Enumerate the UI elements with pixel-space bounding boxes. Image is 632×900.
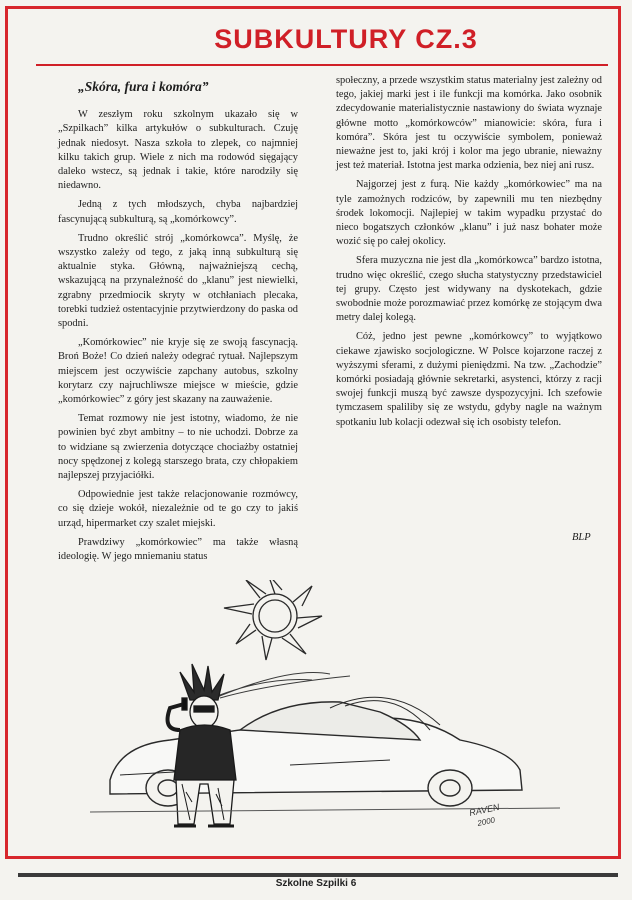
title-divider (36, 64, 608, 66)
paragraph: Cóż, jedno jest pewne „komórkowcy” to wyjątkowo ciekawe zjawisko socjologiczne. W Polsce kojarzone raczej z wyższymi sferami, z dużymi pieniędzmi. Na tzw. „Zachodzie” komórki posiadają głównie sekretarki, asystenci, którzy z racji swojej funkcji muszą być zawsze dyspozycyjni. Ich szefowie tymczasem spaliliby się ze wstydu, gdyby nagle na ważnym spotkaniu lub kolacji odezwał się ich osobisty telefon. (336, 331, 602, 428)
paragraph: Sfera muzyczna nie jest dla „komórkowca” bardzo istotna, trudno więc określić, czego słucha statystyczny przedstawiciel tej grupy. Często jest widywany na dyskotekach, gdzie swobodnie może porozmawiać przez komórkę ze stojącym dwa metry dalej kolegą. (336, 255, 602, 324)
paragraph: Odpowiednie jest także relacjonowanie rozmówcy, co się dzieje wokół, niezależnie od te go czy to jakiś urząd, hipermarket czy szalet miejski. (58, 489, 298, 529)
paragraph: Jedną z tych młodszych, chyba najbardziej fascynującą subkulturą, są „komórkowcy”. (58, 199, 298, 225)
article-column-right (336, 74, 602, 435)
paragraph: Prawdziwy „komórkowiec” ma także własną ideologię. W jego mniemaniu status (58, 536, 298, 563)
article-column-left (58, 74, 298, 569)
sun-icon (224, 580, 322, 660)
paragraph: społeczny, a przede wszystkim status materialny jest zależny od tego, jakiej marki jest i ile funkcji ma komórka. Jako osobnik zdecydowanie materialistycznie nastawiony do świata wyznaje główne motto „komórkowców” mianowicie: skóra, fura i komóra”. Skóra jest tu oczywiście symbolem, ponieważ nieważne jest to, jaki krój i kolor ma jego ubranie, nieważny jest też materiał. Istotna jest marka odzienia, bez niej ani rusz. (336, 75, 602, 172)
paragraph: Trudno określić strój „komórkowca”. Myślę, że wszystko zależy od tego, z jaką inną subkulturą się aktualnie styka. Główną, najważniejszą cechą, wskazującą na przynależność do „klanu” jest niewielki, zgrabny przedmiocik skryty w otchłaniach plecaka, torebki tudzież ostentacyjnie przytwierdzony do paska od spodni. (58, 232, 298, 330)
paragraph: W zeszłym roku szkolnym ukazało się w „Szpilkach” kilka artykułów o subkulturach. Czuję jednak niedosyt. Nasza szkoła to zlepek, co najmniej kilku takich grup. Wiele z nich ma rodowód sięgający daleko wstecz, są jednak i takie, które narodziły się niedawno. (58, 109, 298, 192)
article-subtitle: „Skóra, fura i komóra” (78, 79, 209, 94)
page-title: SUBKULTURY CZ.3 (214, 24, 478, 54)
artist-signature-year: 2000 (476, 815, 496, 828)
sketch-illustration (90, 580, 560, 840)
person-with-phone-figure (168, 664, 236, 826)
paragraph: Temat rozmowy nie jest istotny, wiadomo, że nie powinien być zbyt ambitny – to nie uchodzi. Dobrze za to widziane są zwierzenia dotyczące chociażby ostatniej nocy spędzonej z kolegą starszego brata, czy chłopakiem najlepszej przyjaciółki. (58, 413, 298, 482)
footer-page-label: Szkolne Szpilki 6 (275, 878, 357, 889)
paragraph: Najgorzej jest z furą. Nie każdy „komórkowiec” ma na tyle zamożnych rodziców, by zapewnili mu ten niezbędny środek lokomocji. Najlepiej w takim wypadku przystać do nieco bogatszych członków „klanu” i już nasz bohater może wozić się po całej okolicy. (336, 179, 602, 248)
artist-signature: RAVEN (468, 801, 501, 818)
paragraph: „Komórkowiec” nie kryje się ze swoją fascynacją. Broń Boże! Co dzień należy odegrać rytuał. Najlepszym miejscem jest oczywiście zapchany autobus, szkolny korytarz czy najruchliwsze miejsce w mieście, gdzie „komórkowiec” z góry jest skazany na zauważenie. (58, 337, 298, 406)
car-icon (110, 697, 522, 806)
author-signature: BLP (572, 532, 591, 543)
footer-divider (18, 873, 618, 877)
